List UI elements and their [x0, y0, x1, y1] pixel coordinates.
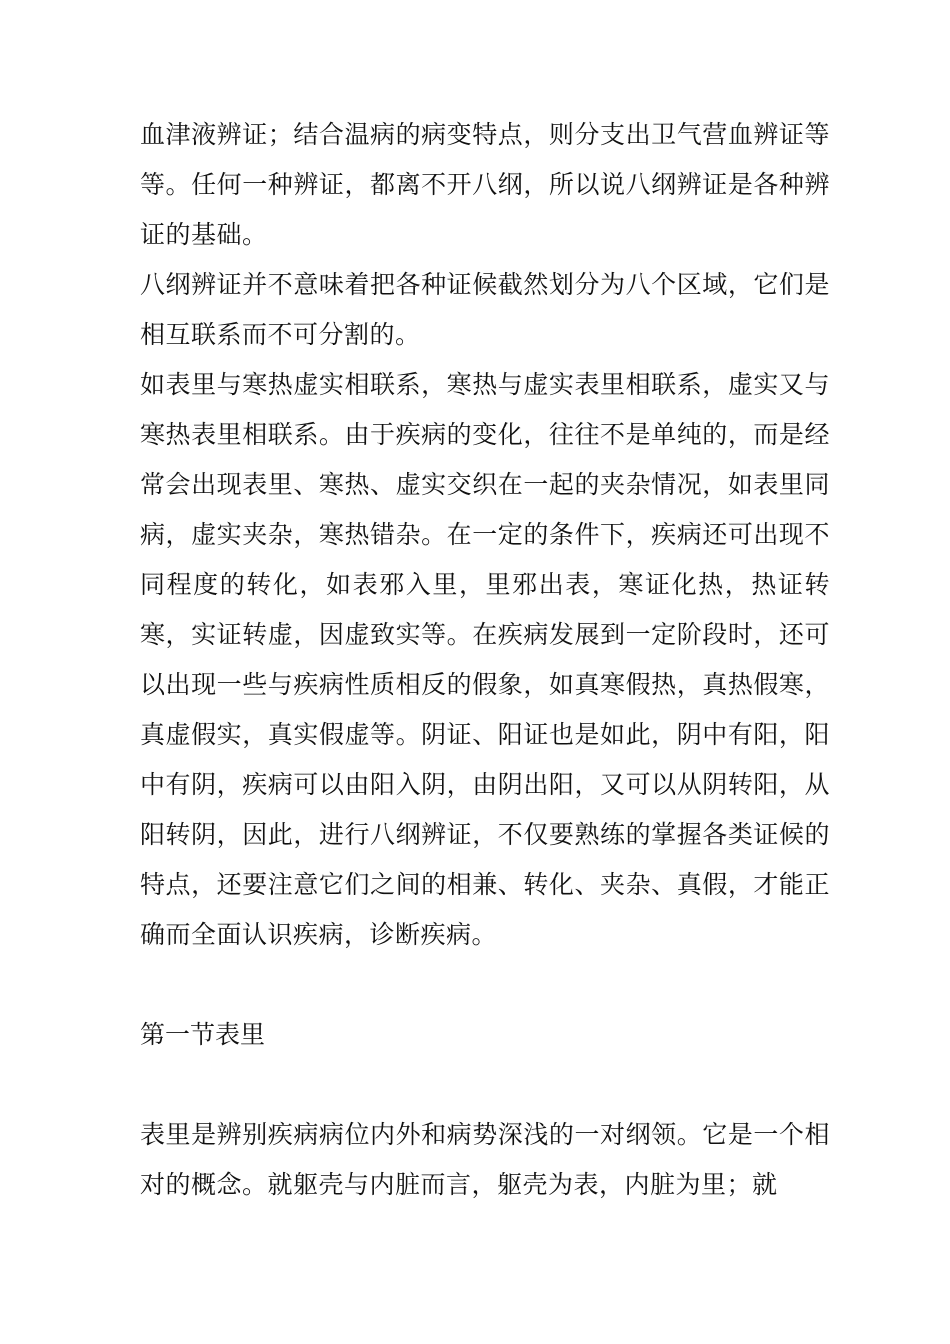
paragraph-exterior-interior: 表里是辨别疾病病位内外和病势深浅的一对纲领。它是一个相对的概念。就躯壳与内脏而言，躯壳为表，内脏为里；就	[140, 1120, 830, 1199]
paragraph-syndrome-basis: 血津液辨证；结合温病的病变特点，则分支出卫气营血辨证等等。任何一种辨证，都离不开八纲，所以说八纲辨证是各种辨证的基础。	[140, 120, 830, 249]
section-heading: 第一节表里	[140, 1020, 266, 1049]
document-page	[140, 110, 830, 1210]
paragraph-eight-principles-connected: 八纲辨证并不意味着把各种证候截然划分为八个区域，它们是相互联系而不可分割的。	[140, 270, 830, 349]
paragraph-interrelations: 如表里与寒热虚实相联系，寒热与虚实表里相联系，虚实又与寒热表里相联系。由于疾病的变化，往往不是单纯的，而是经常会出现表里、寒热、虚实交织在一起的夹杂情况，如表里同病，虚实夹杂，寒热错杂。在一定的条件下，疾病还可出现不同程度的转化，如表邪入里，里邪出表，寒证化热，热证转寒，实证转虚，因虚致实等。在疾病发展到一定阶段时，还可以出现一些与疾病性质相反的假象，如真寒假热，真热假寒，真虚假实，真实假虚等。阴证、阳证也是如此，阴中有阳，阳中有阴，疾病可以由阳入阴，由阴出阳，又可以从阴转阳，从阳转阴，因此，进行八纲辨证，不仅要熟练的掌握各类证候的特点，还要注意它们之间的相兼、转化、夹杂、真假，才能正确而全面认识疾病，诊断疾病。	[140, 370, 830, 949]
